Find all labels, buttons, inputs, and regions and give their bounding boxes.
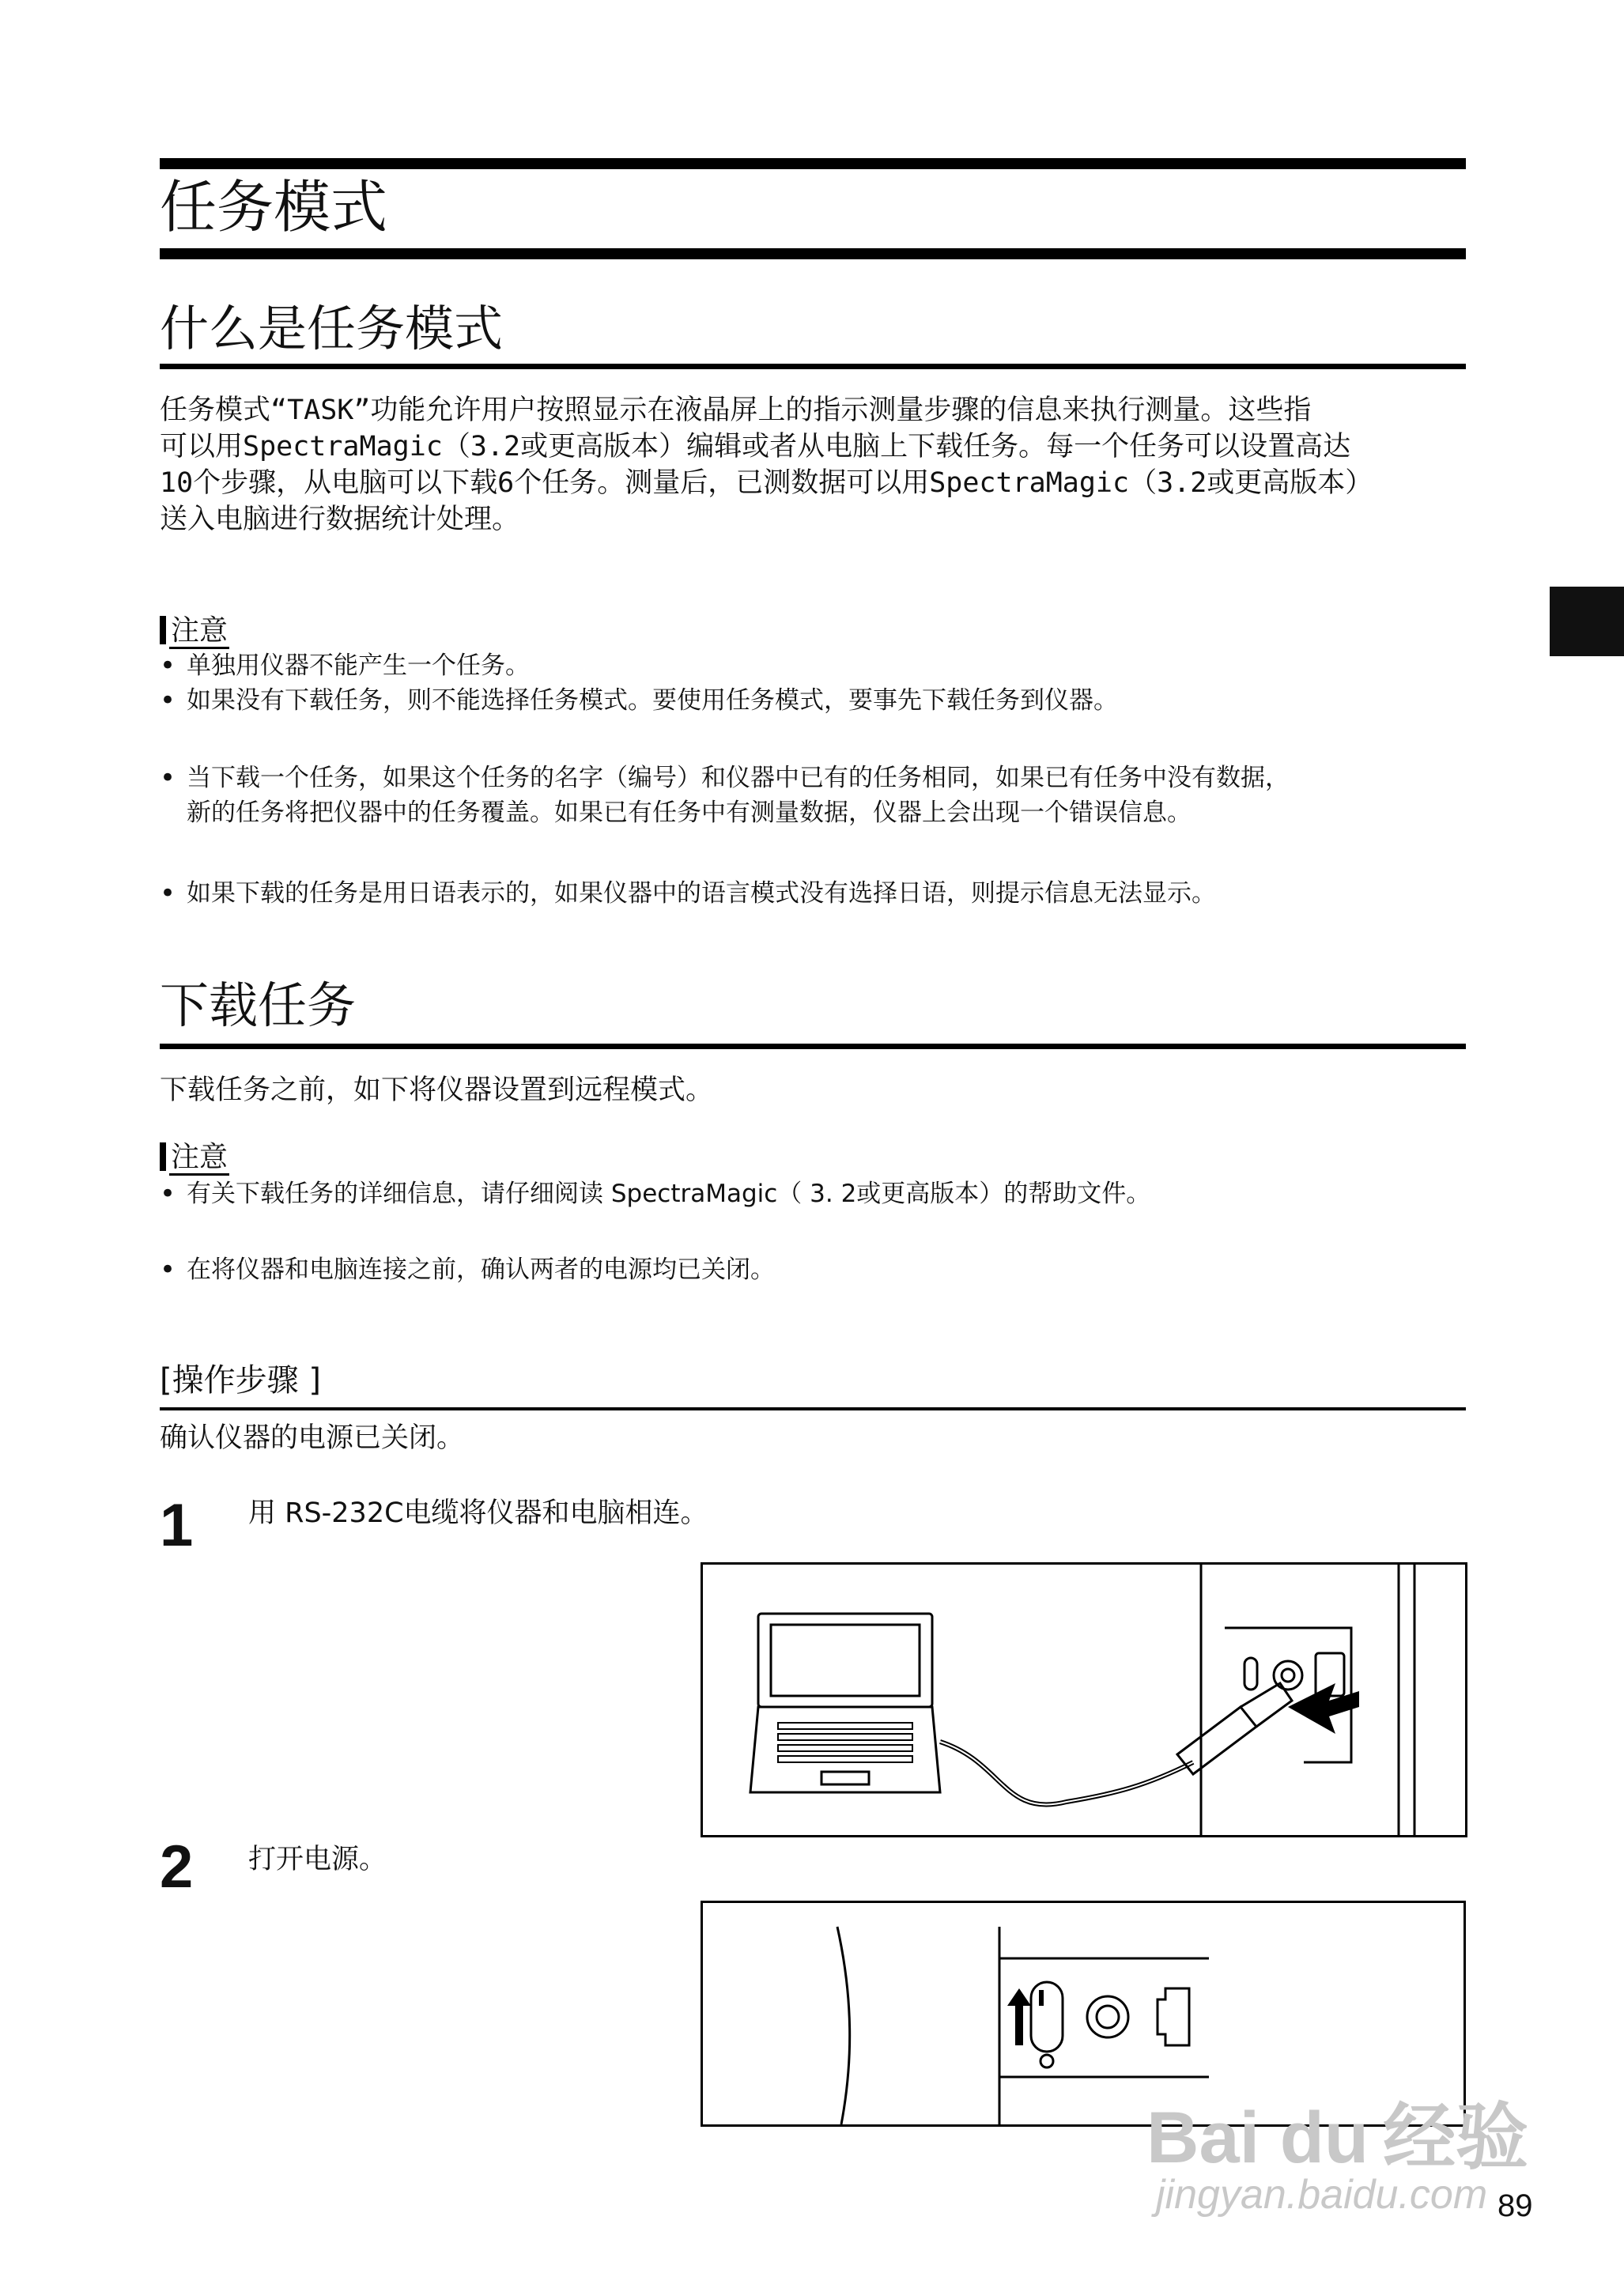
procedure-rule (160, 1407, 1466, 1410)
paragraph-line: 10个步骤，从电脑可以下载6个任务。测量后，已测数据可以用SpectraMagic（3.2或更高版本） (160, 467, 1373, 499)
note-label-text: 注意 (169, 614, 229, 649)
section1-paragraph (160, 392, 1504, 538)
step-number: 1 (160, 1492, 194, 1559)
watermark-brand-text: Bai du (1146, 2098, 1369, 2178)
list-item (160, 761, 1504, 830)
paragraph-line: 可以用SpectraMagic（3.2或更高版本）编辑或者从电脑上下载任务。每一个任务可以设置高达 (160, 431, 1351, 463)
laptop-cable-illustration (703, 1565, 1465, 1835)
chapter-title: 任务模式 (160, 174, 388, 240)
section2-intro: 下载任务之前，如下将仪器设置到远程模式。 (160, 1074, 714, 1106)
note-line: 当下载一个任务，如果这个任务的名字（编号）和仪器中已有的任务相同，如果已有任务中没有数据， (187, 764, 1290, 792)
procedure-title: [操作步骤 ] (160, 1362, 321, 1399)
note-marker (160, 616, 166, 644)
chapter-tab-marker (1550, 587, 1624, 656)
section1-notes-cont (160, 761, 1504, 830)
section1-notes-last (160, 876, 1504, 911)
note-label-text: 注意 (169, 1141, 229, 1176)
section2-notes-last (160, 1252, 1504, 1287)
note-line: 新的任务将把仪器中的任务覆盖。如果已有任务中有测量数据，仪器上会出现一个错误信息。 (187, 799, 1192, 827)
section1-notes (160, 648, 1504, 718)
chapter-bottom-rule (160, 248, 1466, 259)
paragraph-line: 任务模式“TASK”功能允许用户按照显示在液晶屏上的指示测量步骤的信息来执行测量。这些指 (160, 395, 1312, 426)
section1-title: 什么是任务模式 (160, 300, 504, 357)
list-item: • 如果下载的任务是用日语表示的，如果仪器中的语言模式没有选择日语，则提示信息无法显示。 (160, 876, 1504, 911)
list-item: • 在将仪器和电脑连接之前，确认两者的电源均已关闭。 (160, 1252, 1504, 1287)
list-item: • 如果没有下载任务，则不能选择任务模式。要使用任务模式，要事先下载任务到仪器。 (160, 683, 1504, 718)
step-text: 打开电源。 (248, 1844, 387, 1875)
chapter-top-rule (160, 158, 1466, 169)
paragraph-line: 送入电脑进行数据统计处理。 (160, 504, 520, 535)
page-number: 89 (1497, 2188, 1533, 2223)
step-number: 2 (160, 1833, 194, 1901)
step-text: 用 RS-232C电缆将仪器和电脑相连。 (248, 1497, 708, 1529)
list-item: • 单独用仪器不能产生一个任务。 (160, 648, 1504, 683)
section2-title: 下载任务 (160, 976, 357, 1034)
watermark-brand (1146, 2079, 1528, 2184)
list-item: • 有关下载任务的详细信息，请仔细阅读 SpectraMagic（ 3. 2或更高版本）的帮助文件。 (160, 1176, 1504, 1211)
note-marker (160, 1142, 166, 1171)
section2-notes (160, 1176, 1504, 1211)
section1-note-label (160, 614, 229, 648)
connection-figure (701, 1562, 1467, 1837)
watermark-url: jingyan.baidu.com (1156, 2172, 1488, 2218)
procedure-intro: 确认仪器的电源已关闭。 (160, 1422, 465, 1454)
section2-rule (160, 1044, 1466, 1049)
watermark-brand-cn: 经验 (1383, 2098, 1529, 2178)
section2-note-label (160, 1140, 229, 1175)
section1-rule (160, 364, 1466, 369)
